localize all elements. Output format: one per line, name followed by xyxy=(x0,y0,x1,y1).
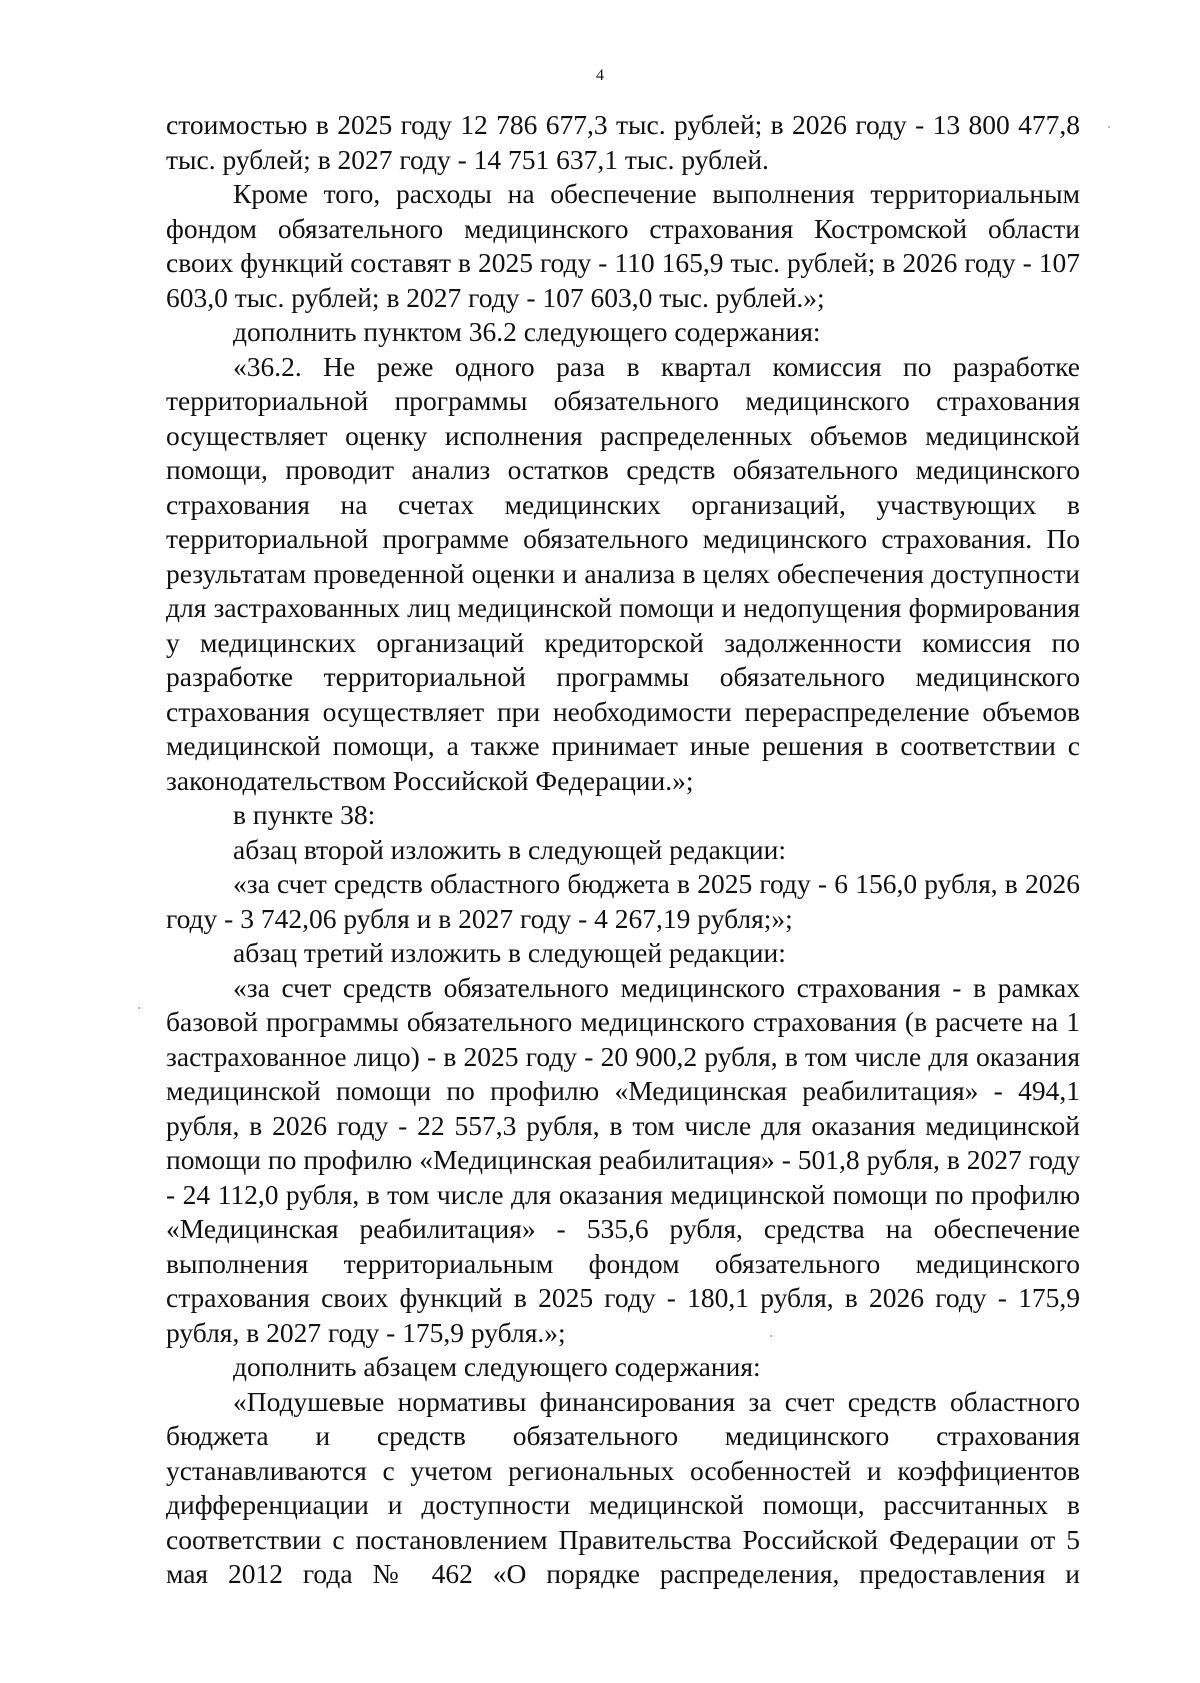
paragraph-third-abzac-heading: абзац третий изложить в следующей редакции: xyxy=(233,937,786,968)
paragraph-oms-norms: «за счет средств обязательного медицинского страхования - в рамках базовой программы обязательного медицинского страхования (в расчете на 1 застрахованное лицо) - в 2025 году - 20 900,2 рубля, в том числе для оказания медицинской помощи по профилю «Медицинская реабилитация» - 494,1 рубля, в 2026 году - 22 557,3 рубля, в том числе для оказания медицинской помощи по профилю «Медицинская реабилитация» - 501,8 рубля, в 2027 году - 24 112,0 рубля, в том числе для оказания медицинской помощи по профилю «Медицинская реабилитация» - 535,6 рубля, средства на обеспечение выполнения территориальным фондом обязательного медицинского страхования своих функций в 2025 году - 180,1 рубля, в 2026 году - 175,9 рубля, в 2027 году - 175,9 рубля.»; xyxy=(166,971,1080,1348)
paragraph-in-clause-38: в пункте 38: xyxy=(233,799,376,830)
paragraph-regional-budget-norms: «за счет средств областного бюджета в 2025 году - 6 156,0 рубля, в 2026 году - 3 742,06 рубля и в 2027 году - 4 267,19 рубля;»; xyxy=(166,868,1080,934)
paragraph-second-abzac-heading: абзац второй изложить в следующей редакции: xyxy=(233,833,787,865)
paragraph-funding-cost: стоимостью в 2025 году 12 786 677,3 тыс. рублей; в 2026 году - 13 800 477,8 тыс. рублей; в 2027 году - 14 751 637,1 тыс. рублей. xyxy=(166,109,1080,175)
scan-speck xyxy=(1108,126,1110,128)
scan-speck xyxy=(138,1007,140,1009)
paragraph-clause-36-2: «36.2. Не реже одного раза в квартал комиссия по разработке территориальной программы обязательного медицинского страхования осуществляет оценку исполнения распределенных объемов медицинской помощи, проводит анализ остатков средств обязательного медицинского страхования на счетах медицинских организаций, участвующих в территориальной программе обязательного медицинского страхования. По результатам проведенной оценки и анализа в целях обеспечения доступности для застрахованных лиц медицинской помощи и недопущения формирования у медицинских организаций кредиторской задолженности комиссия по разработке территориальной программы обязательного медицинского страхования осуществляет при необходимости перераспределение объемов медицинской помощи, а также принимает иные решения в соответствии с законодательством Российской Федерации.»; xyxy=(166,350,1080,796)
paragraph-fund-expenses: Кроме того, расходы на обеспечение выполнения территориальным фондом обязательного медицинского страхования Костромской области своих функций составят в 2025 году - 110 165,9 тыс. рублей; в 2026 году - 107 603,0 тыс. рублей; в 2027 году - 107 603,0 тыс. рублей.»; xyxy=(166,178,1080,313)
paragraph-add-clause-36-2: дополнить пунктом 36.2 следующего содержания: xyxy=(233,316,821,347)
page-number: 4 xyxy=(596,67,604,84)
scan-speck xyxy=(770,1335,772,1337)
document-body xyxy=(166,108,1080,1592)
paragraph-per-capita-norms: «Подушевые нормативы финансирования за счет средств областного бюджета и средств обязательного медицинского страхования устанавливаются с учетом региональных особенностей и коэффициентов дифференциации и доступности медицинской помощи, рассчитанных в соответствии с постановлением Правительства Российской Федерации от 5 мая 2012 года № 462 «О порядке распределения, предоставления и xyxy=(166,1385,1080,1589)
paragraph-add-abzac-heading: дополнить абзацем следующего содержания: xyxy=(233,1351,761,1382)
